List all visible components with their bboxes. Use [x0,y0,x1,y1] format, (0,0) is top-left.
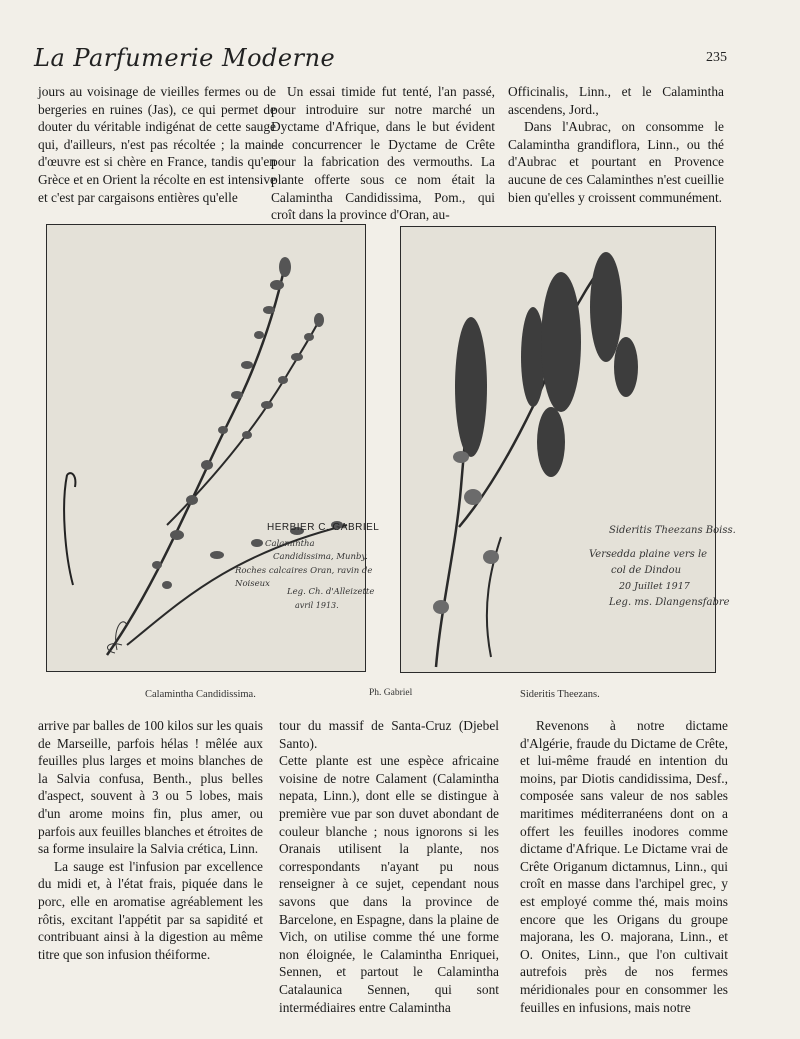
paragraph: jours au voisinage de vieilles fermes ou de bergeries en ruines (Jas), ce qui permet de douter du véritable indigénat de cette sauge qui, d'ailleurs, n'est pas récoltée ; la main-d'œuvre est si chère en France, tandis qu'en Grèce et en Orient la récolte en est intensive et c'est par cargaisons entières qu'elle [38,84,276,205]
specimen-handwritten-line: Candidissima, Munby. [273,552,368,562]
top-column-3 [508,83,724,206]
paragraph: tour du massif de Santa-Cruz (Djebel Santo). [279,718,499,751]
specimen-handwritten-line: Leg. ms. Dlangensfabre [609,597,730,608]
paragraph: La sauge est l'infusion par excellence du midi et, à l'état frais, piquée dans le porc, elle en aromatise agréablement les rôtis, excitant l'appétit par sa sapidité et contribuant ainsi à la digestion au même titre que son infusion théiforme. [38,858,263,962]
specimen-handwritten-line: Versedda plaine vers le [589,549,708,560]
paragraph: arrive par balles de 100 kilos sur les quais de Marseille, parfois hélas ! mêlée aux feuilles plus larges et moins blanches de la Salvia confusa, Benth., plus belles d'aspect, souvent à 3 ou 5 lobes, mais d'un arome moins fin, plus amer, ou parfois aux feuilles blanches et étroites de sa forme insulaire la Salvia crética, Linn. [38,718,263,857]
paragraph: Un essai timide fut tenté, l'an passé, pour introduire sur notre marché un Dyctame d'Afrique, dans le but évident de concurrencer le Dyctame de Crête pour la fabrication des vermouths. La plante offerte sous ce nom était la Calamintha Candidissima, Pom., qui croît dans la province d'Oran, au- [271,84,495,223]
specimen-handwritten-line: Sideritis Theezans Boiss. [609,525,736,536]
bottom-column-1 [38,717,263,963]
herbarium-photo-calamintha [46,224,380,672]
journal-title: La Parfumerie Moderne [34,44,336,72]
paragraph: Cette plante est une espèce africaine voisine de notre Calament (Calamintha nepata, Linn.), dont elle se distingue à première vue par son duvet abondant de couleur blanche ; nous ignorons si les Oranais utilisent la plante, nos correspondants n'ayant pu nous renseigner à ce sujet, cependant nous savons que dans la province de Barcelone, en Espagne, dans la plaine de Vich, on utilise comme thé une forme non éloignée, le Calamintha Enriquei, Sennen, et partout le Calamintha Catalaunica Sennen, qui sont intermédiaires entre Calamintha [279,753,499,1015]
page-number: 235 [706,50,727,65]
photo-credit: Ph. Gabriel [369,688,413,698]
specimen-handwritten-line: Leg. Ch. d'Alleizette [287,587,375,597]
specimen-handwritten-line: Noiseux [235,579,270,589]
top-column-2 [271,83,495,224]
paragraph: Officinalis, Linn., et le Calamintha ascendens, Jord., [508,84,724,117]
specimen-handwritten-line: 20 Juillet 1917 [619,581,690,592]
specimen-handwritten-line: Roches calcaires Oran, ravin de [235,566,373,576]
herbarium-label: HERBIER C. GABRIEL [267,522,380,533]
figure-caption-right: Sideritis Theezans. [520,689,600,700]
paragraph: Dans l'Aubrac, on consomme le Calamintha grandiflora, Linn., ou thé d'Aubrac et pourtant en Provence aucune de ces Calaminthes n'est cueillie bien qu'elles y croissent communément. [508,119,724,205]
specimen-handwritten-line: col de Dindou [611,565,682,576]
figure-caption-left: Calamintha Candidissima. [145,689,256,700]
paragraph: Revenons à notre dictame d'Algérie, fraude du Dictame de Crête, et lui-même fraudé en intention du moins, par Diotis candidissima, Desf., composée sans valeur de nos sables maritimes méditerranéens dont on a offert les feuilles inodores comme dictame d'Afrique. Le Dictame vrai de Crête Origanum dictamnus, Linn., qui croît en masse dans l'archipel grec, y est employé comme thé, mais moins encore que les Origans du groupe majorana, les O. majorana, Linn., et O. Onites, Linn., que l'on cultivait autrefois près de nos fermes méridionales pour en consommer les feuilles en infusions, mais notre [520,718,728,1015]
specimen-handwritten-line: avril 1913. [295,601,339,610]
specimen-handwritten-line: Calamintha [265,539,315,549]
herbarium-photo-sideritis [400,226,736,673]
bottom-column-3 [520,717,728,1016]
bottom-column-2 [279,717,499,1016]
top-column-1 [38,83,276,206]
